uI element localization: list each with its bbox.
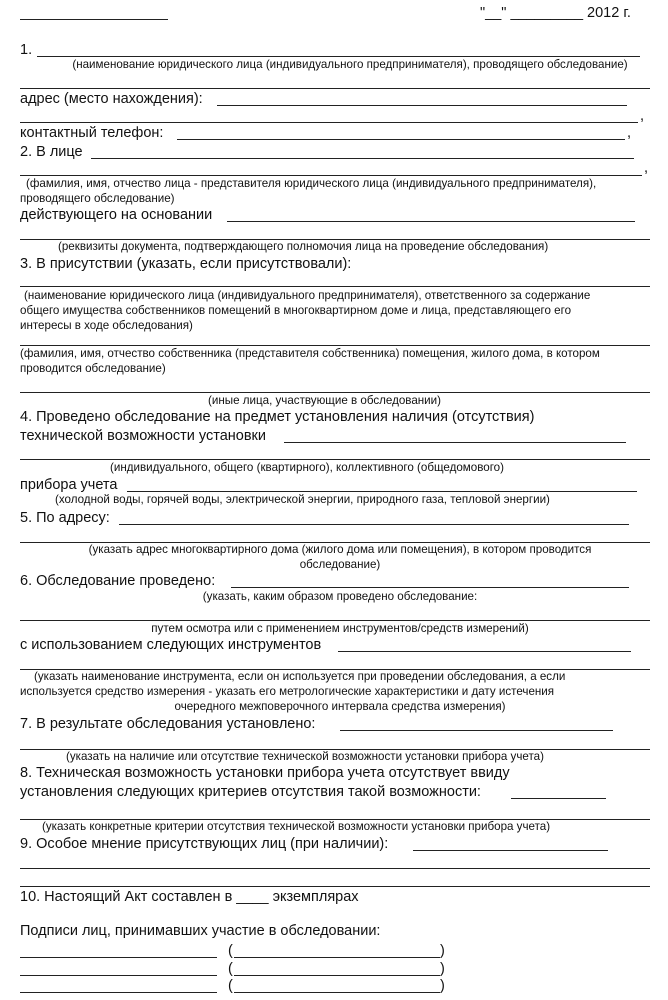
s4-meter-field[interactable] — [127, 491, 637, 492]
s7-label: 7. В результате обследования установлено: — [20, 716, 316, 732]
place-field[interactable] — [20, 19, 168, 20]
signature-open-paren: ( — [228, 961, 233, 977]
s3-caption-2: общего имущества собственников помещений в многоквартирном доме и лица, представляющего его — [20, 304, 572, 317]
s9-opinion-field-3[interactable] — [20, 886, 650, 887]
s5-address-field[interactable] — [119, 524, 629, 525]
document-date: "__" _________ 2012 г. — [480, 5, 631, 21]
s5-label: 5. По адресу: — [20, 510, 110, 526]
s2-person-field-2[interactable] — [20, 175, 642, 176]
s9-opinion-field[interactable] — [413, 850, 608, 851]
signature-close-paren: ) — [440, 978, 445, 994]
s1-org-name-field-2[interactable] — [20, 88, 650, 89]
s1-phone-field[interactable] — [177, 139, 625, 140]
s2-caption-2: проводящего обследование) — [20, 192, 175, 205]
s1-address-field[interactable] — [217, 105, 627, 106]
signature-close-paren: ) — [440, 961, 445, 977]
signature-open-paren: ( — [228, 978, 233, 994]
s4-meter-label: прибора учета — [20, 477, 118, 493]
s6-method-field-2[interactable] — [20, 620, 650, 621]
s3-caption-5: проводится обследование) — [20, 362, 166, 375]
signature-close-paren: ) — [440, 943, 445, 959]
s3-label: 3. В присутствии (указать, если присутствовали): — [20, 256, 352, 272]
s10-label: 10. Настоящий Акт составлен в ____ экземплярах — [20, 889, 359, 905]
signature-field[interactable] — [20, 975, 217, 976]
s4-caption-2: (холодной воды, горячей воды, электрической энергии, природного газа, тепловой энергии) — [55, 493, 550, 506]
s6-caption-3: (указать наименование инструмента, если он используется при проведении обследования, а если — [34, 670, 566, 683]
s3-caption-4: (фамилия, имя, отчество собственника (представителя собственника) помещения, жилого дома, в котором — [20, 347, 600, 360]
s6-caption-4: используется средство измерения - указать его метрологические характеристики и дату истечения — [20, 685, 555, 698]
s6-caption-5: очередного межповерочного интервала средства измерения) — [174, 700, 506, 713]
signature-field[interactable] — [20, 957, 217, 958]
signatures-label: Подписи лиц, принимавших участие в обследовании: — [20, 923, 381, 939]
s4-line-2: технической возможности установки — [20, 428, 266, 444]
s6-method-field[interactable] — [231, 587, 629, 588]
s8-line-2: установления следующих критериев отсутствия такой возможности: — [20, 784, 481, 800]
signature-name-field[interactable] — [234, 957, 440, 958]
s6-caption-2: путем осмотра или с применением инструментов/средств измерений) — [151, 622, 529, 635]
s6-tools-label: с использованием следующих инструментов — [20, 637, 322, 653]
s3-org-field[interactable] — [20, 286, 650, 287]
s1-phone-label: контактный телефон: — [20, 125, 164, 141]
s4-type-field-2[interactable] — [20, 459, 650, 460]
s4-type-field[interactable] — [284, 442, 626, 443]
s2-basis-field[interactable] — [227, 221, 635, 222]
signature-name-field[interactable] — [234, 992, 440, 993]
signature-field[interactable] — [20, 992, 217, 993]
s6-tools-field[interactable] — [338, 651, 631, 652]
s1-number: 1. — [20, 42, 33, 58]
s9-label: 9. Особое мнение присутствующих лиц (при наличии): — [20, 836, 389, 852]
s2-caption-1: (фамилия, имя, отчество лица - представителя юридического лица (индивидуального предпринимателя), — [26, 177, 597, 190]
s4-line-1: 4. Проведено обследование на предмет установления наличия (отсутствия) — [20, 409, 535, 425]
s9-opinion-field-2[interactable] — [20, 868, 650, 869]
s8-criteria-field[interactable] — [511, 798, 606, 799]
s1-org-name-field[interactable] — [37, 56, 640, 57]
s1-caption: (наименование юридического лица (индивидуального предпринимателя), проводящего обследование) — [72, 58, 628, 71]
s3-caption-6: (иные лица, участвующие в обследовании) — [208, 394, 441, 407]
s2-basis-caption: (реквизиты документа, подтверждающего полномочия лица на проведение обследования) — [58, 240, 549, 253]
s7-caption: (указать на наличие или отсутствие технической возможности установки прибора учета) — [66, 750, 544, 763]
s2-label: 2. В лице — [20, 144, 83, 160]
s7-result-field[interactable] — [340, 730, 613, 731]
s4-caption-1: (индивидуального, общего (квартирного), коллективного (общедомового) — [110, 461, 504, 474]
s3-caption-3: интересы в ходе обследования) — [20, 319, 193, 332]
s6-label: 6. Обследование проведено: — [20, 573, 216, 589]
signature-open-paren: ( — [228, 943, 233, 959]
s1-address-field-2[interactable] — [20, 122, 638, 123]
s8-line-1: 8. Техническая возможность установки прибора учета отсутствует ввиду — [20, 765, 510, 781]
s5-caption-1: (указать адрес многоквартирного дома (жилого дома или помещения), в котором проводится — [88, 543, 592, 556]
s1-address-label: адрес (место нахождения): — [20, 91, 203, 107]
s2-person-field[interactable] — [91, 158, 634, 159]
s2-basis-label: действующего на основании — [20, 207, 213, 223]
s5-caption-2: обследование) — [299, 558, 381, 571]
s6-caption-1: (указать, каким образом проведено обследование: — [202, 590, 478, 603]
s3-other-field[interactable] — [20, 392, 650, 393]
s3-owner-field[interactable] — [20, 345, 650, 346]
signature-name-field[interactable] — [234, 975, 440, 976]
s8-caption: (указать конкретные критерии отсутствия технической возможности установки прибора учета) — [42, 820, 551, 833]
s3-caption-1: (наименование юридического лица (индивидуального предпринимателя), ответственного за содержание — [24, 289, 591, 302]
